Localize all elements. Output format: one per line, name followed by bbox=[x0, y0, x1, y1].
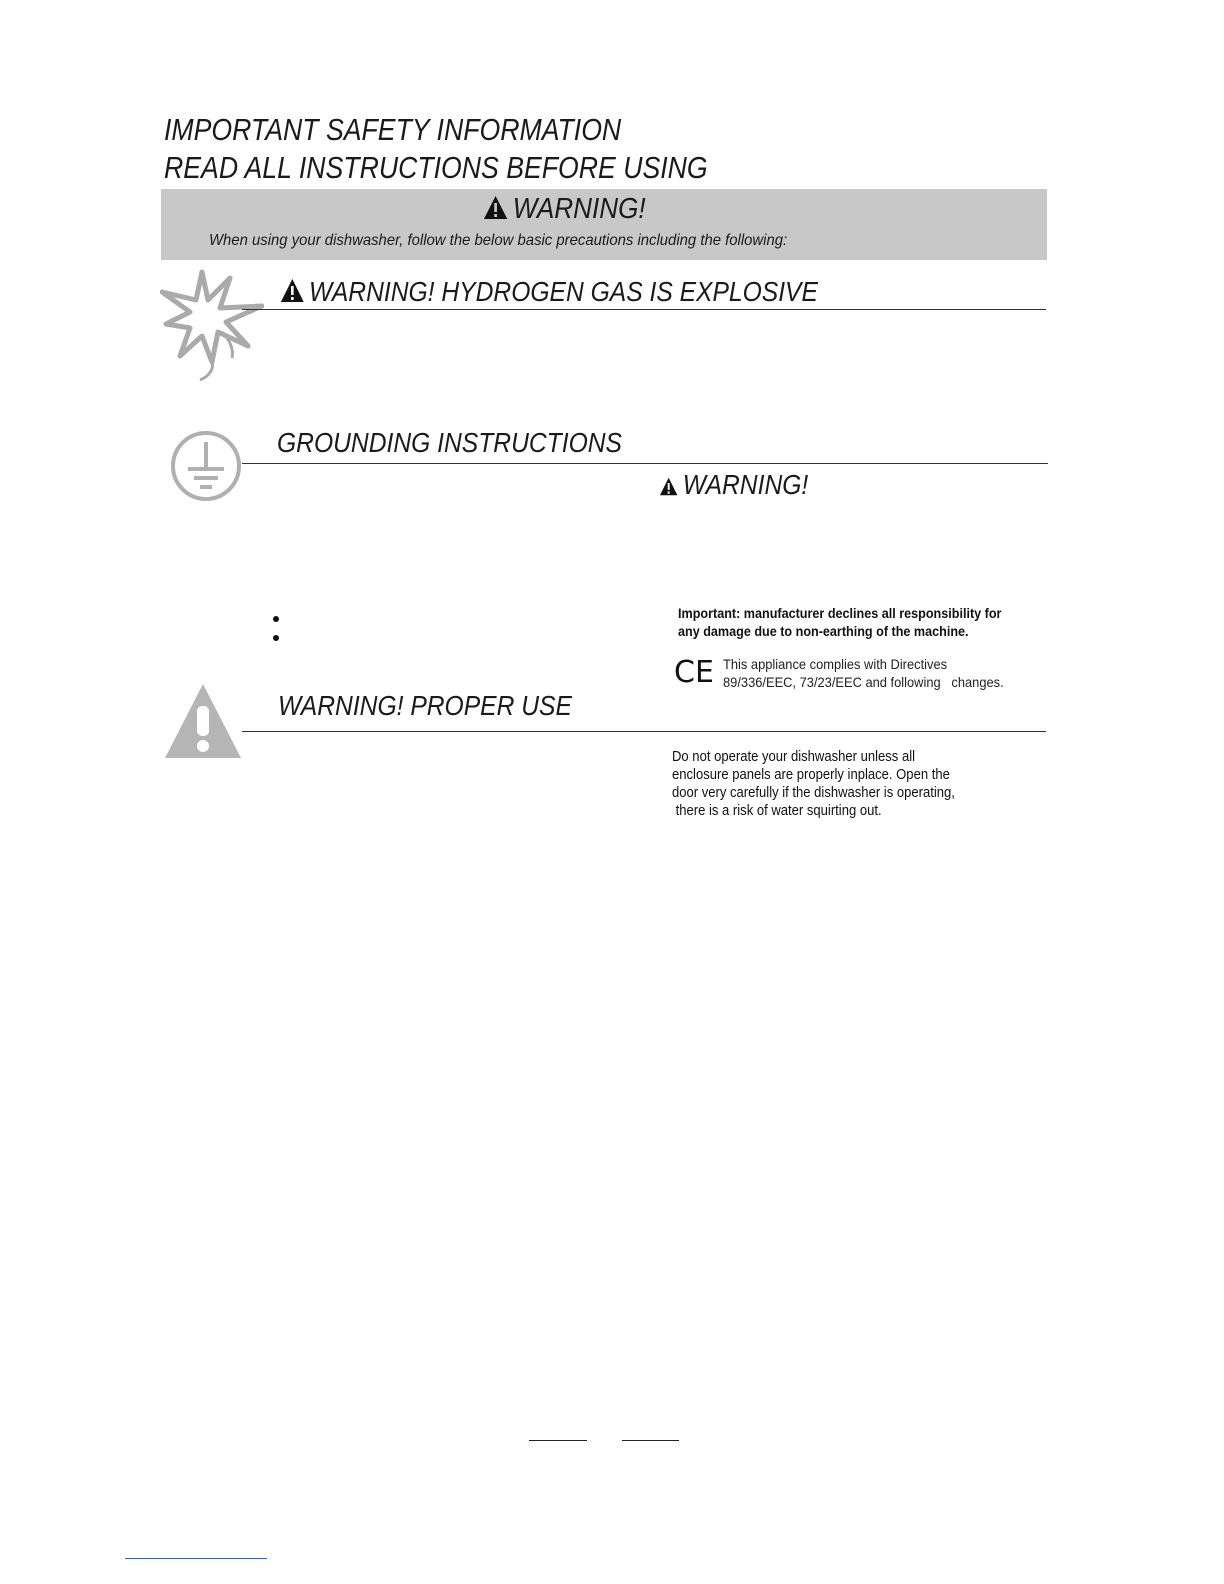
section-divider bbox=[242, 309, 1046, 310]
grounding-warning-label: WARNING! bbox=[659, 469, 829, 501]
ce-mark-icon: CE bbox=[674, 655, 714, 690]
page-title-line-1: IMPORTANT SAFETY INFORMATION bbox=[164, 112, 622, 147]
banner-title: WARNING! bbox=[483, 193, 664, 226]
grounding-heading: GROUNDING INSTRUCTIONS bbox=[277, 427, 622, 458]
proper-use-text: Do not operate your dishwasher unless all enclosure panels are properly inplace. Open the door very carefully if the dishwasher is operating, there is a risk of water squirting out. bbox=[672, 749, 955, 819]
list-bullet bbox=[273, 616, 279, 622]
ce-compliance-text: This appliance complies with Directives 89/336/EEC, 73/23/EEC and following changes. bbox=[723, 656, 1004, 690]
exclamation-triangle-icon bbox=[163, 682, 243, 760]
warning-banner bbox=[161, 189, 1047, 260]
ground-symbol-icon bbox=[170, 430, 242, 502]
important-note: Important: manufacturer declines all responsibility for any damage due to non-earthing of the machine. bbox=[678, 605, 1002, 639]
explosion-icon bbox=[160, 266, 264, 382]
warning-triangle-icon bbox=[659, 477, 678, 496]
footer-link-underline[interactable] bbox=[125, 1558, 267, 1559]
list-bullet bbox=[273, 635, 279, 641]
page-number-underline bbox=[529, 1440, 587, 1441]
hydrogen-heading: WARNING! HYDROGEN GAS IS EXPLOSIVE bbox=[280, 276, 891, 308]
warning-triangle-icon bbox=[280, 278, 305, 303]
page-number-underline bbox=[622, 1440, 679, 1441]
warning-triangle-icon bbox=[483, 195, 508, 220]
section-divider bbox=[242, 463, 1048, 464]
section-divider bbox=[242, 731, 1046, 732]
banner-subtitle: When using your dishwasher, follow the below basic precautions including the following: bbox=[209, 232, 788, 249]
proper-use-heading: WARNING! PROPER USE bbox=[278, 690, 572, 721]
page-title-line-2: READ ALL INSTRUCTIONS BEFORE USING bbox=[164, 150, 708, 185]
